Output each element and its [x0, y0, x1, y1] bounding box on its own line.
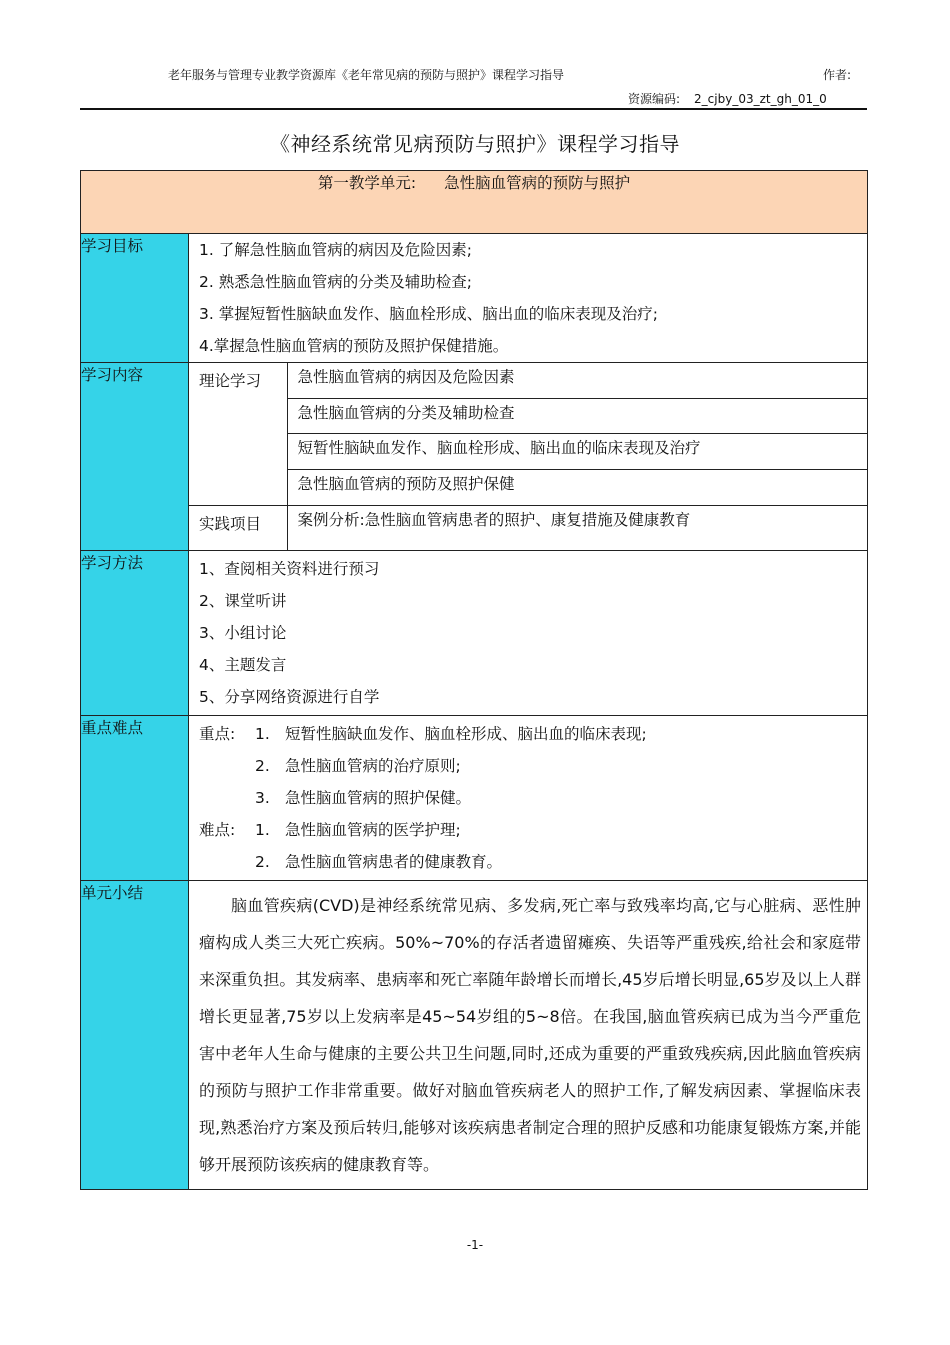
header-course-line: 老年服务与管理专业教学资源库《老年常见病的预防与照护》课程学习指导: [168, 68, 565, 82]
difficulty-item: 难点: 1. 急性脑血管病的医学护理;: [199, 814, 867, 846]
unit-label: 第一教学单元:: [317, 174, 417, 192]
objectives-row: [81, 234, 868, 363]
methods-row: [81, 551, 868, 716]
objective-item: 4.掌握急性脑血管病的预防及照护保健措施。: [199, 337, 509, 355]
summary-text: 脑血管疾病(CVD)是神经系统常见病、多发病,死亡率与致残率均高,它与心脏病、恶性肿瘤构成人类三大死亡疾病。50%~70%的存活者遗留瘫痪、失语等严重残疾,给社会和家庭带来深重负担。其发病率、患病率和死亡率随年龄增长而增长,45岁后增长明显,65岁及以上人群增长更显著,75岁以上发病率是45~54岁组的5~8倍。在我国,脑血管疾病已成为当今严重危害中老年人生命与健康的主要公共卫生问题,同时,还成为重要的严重致残疾病,因此脑血管疾病的预防与照护工作非常重要。做好对脑血管疾病老人的照护工作,了解发病因素、掌握临床表现,熟悉治疗方案及预后转归,能够对该疾病患者制定合理的照护反感和功能康复锻炼方案,并能够开展预防该疾病的健康教育等。: [199, 896, 861, 1174]
key-item: 重点: 1. 短暂性脑缺血发作、脑血栓形成、脑出血的临床表现;: [199, 718, 867, 750]
methods-heading: 学习方法: [81, 551, 189, 716]
objectives-list: [189, 234, 868, 363]
unit-row: [81, 171, 868, 234]
keypoints-row: [81, 716, 868, 881]
page-header: [0, 66, 950, 86]
resource-code: [628, 90, 827, 107]
key-item: 2. 急性脑血管病的治疗原则;: [255, 757, 461, 775]
difficulty-label: 难点:: [199, 821, 236, 839]
method-item: 5、分享网络资源进行自学: [199, 688, 380, 706]
method-item: 4、主题发言: [199, 656, 287, 674]
keypoints-list: [189, 718, 867, 878]
method-item: 3、小组讨论: [199, 624, 287, 642]
keypoints-heading: 重点难点: [81, 716, 189, 881]
unit-name: 急性脑血管病的预防与照护: [444, 174, 631, 192]
theory-item: 急性脑血管病的分类及辅助检查: [287, 398, 867, 434]
summary-heading: 单元小结: [81, 881, 189, 1190]
difficulty-item: 2. 急性脑血管病患者的健康教育。: [255, 853, 503, 871]
objective-item: 1. 了解急性脑血管病的病因及危险因素;: [199, 241, 472, 259]
practice-label: 实践项目: [189, 506, 287, 551]
objective-item: 3. 掌握短暂性脑缺血发作、脑血栓形成、脑出血的临床表现及治疗;: [199, 305, 658, 323]
document-title: 《神经系统常见病预防与照护》课程学习指导: [270, 132, 680, 156]
theory-item: 急性脑血管病的病因及危险因素: [287, 363, 867, 398]
content-row: [81, 363, 868, 551]
practice-item: 案例分析:急性脑血管病患者的照护、康复措施及健康教育: [287, 506, 867, 551]
theory-item: 短暂性脑缺血发作、脑血栓形成、脑出血的临床表现及治疗: [287, 434, 867, 470]
method-item: 1、查阅相关资料进行预习: [199, 560, 380, 578]
content-subtable: [189, 363, 867, 550]
method-item: 2、课堂听讲: [199, 592, 287, 610]
key-label: 重点:: [199, 725, 236, 743]
resource-code-value: 2_cjby_03_zt_gh_01_0: [694, 92, 827, 106]
header-divider: [80, 108, 867, 110]
page-number: -1-: [466, 1238, 484, 1252]
methods-list: [189, 551, 868, 716]
summary-row: [81, 881, 868, 1190]
theory-label: 理论学习: [199, 372, 262, 390]
content-cell: [189, 363, 868, 551]
content-heading: 学习内容: [81, 363, 189, 551]
header-author-label: 作者:: [823, 68, 852, 82]
resource-code-label: 资源编码:: [628, 92, 681, 106]
objective-item: 2. 熟悉急性脑血管病的分类及辅助检查;: [199, 273, 472, 291]
guide-table: [80, 170, 868, 1190]
keypoints-cell: [189, 716, 868, 881]
objectives-heading: 学习目标: [81, 234, 189, 363]
unit-cell: [81, 171, 868, 234]
theory-item: 急性脑血管病的预防及照护保健: [287, 470, 867, 506]
summary-cell: [189, 881, 868, 1190]
key-item: 3. 急性脑血管病的照护保健。: [255, 789, 472, 807]
